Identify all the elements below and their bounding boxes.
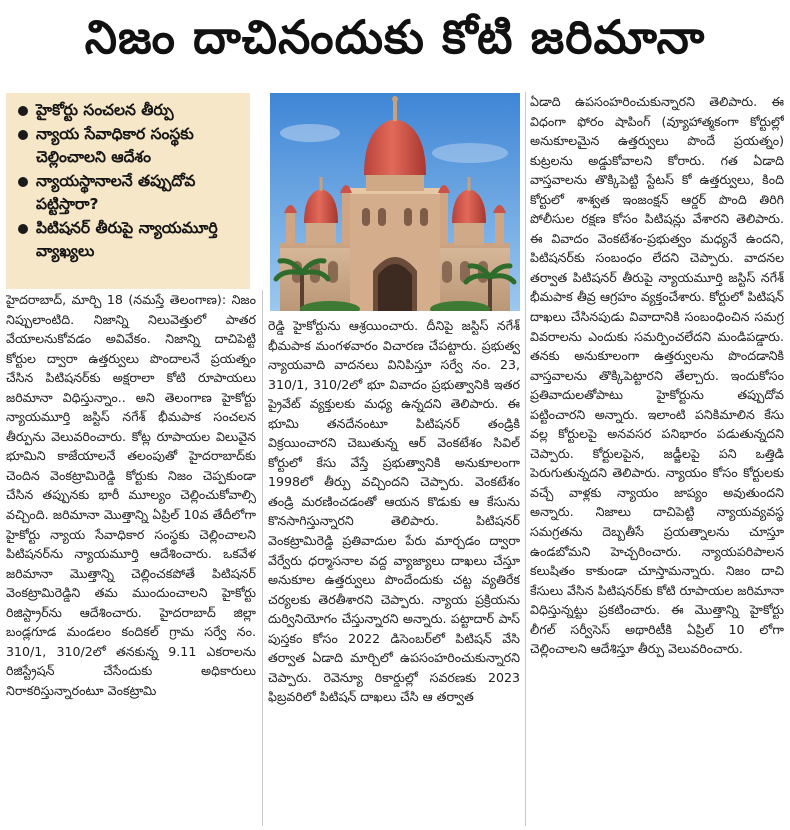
article-column-2 [268, 316, 520, 826]
highlight-item: న్యాయస్థానాలనే తప్పుదోవ పట్టిస్తారా? [14, 170, 242, 217]
highlights-box [6, 93, 250, 289]
article-column-3 [530, 92, 784, 826]
headline: నిజం దాచినందుకు కోటి జరిమానా [84, 10, 706, 64]
article-text: హైదరాబాద్, మార్చి 18 (నమస్తే తెలంగాణ): నిజం నిప్పులాంటిది. నిజాన్ని నిలువెత్తులో పాతర వేయాలనుకోవడం అవివేకం. నిజాన్ని దాచిపెట్టి కోర్టుల ద్వారా ఉత్తర్వులు పొందాలనే ప్రయత్నం చేసిన పిటిషనర్‌కు అక్షరాలా కోటి రూపాయలు జరిమానా విధిస్తున్నాం.. అని తెలంగాణ హైకోర్టు న్యాయమూర్తి జస్టిస్ నగేశ్ భీమపాక సంచలన తీర్పును వెలువరించారు. కోట్ల రూపాయల విలువైన భూమిని కాజేయాలనే తలంపుతో హైదరాబాద్‌కు చెందిన వెంకట్రామిరెడ్డి కోర్టుకు నిజం చెప్పకుండా చేసిన తప్పునకు భారీ మూల్యం చెల్లించుకోవాల్సి వచ్చింది. జరిమానా మొత్తాన్ని ఏప్రిల్ 10వ తేదీలోగా హైకోర్టు న్యాయ సేవాధికార సంస్థకు చెల్లించాలని పిటిషనర్‌ను న్యాయమూర్తి ఆదేశించారు. ఒకవేళ జరిమానా మొత్తాన్ని చెల్లించకపోతే పిటిషనర్ వెంకట్రామిరెడ్డిని తమ ముందుంచాలని హైకోర్టు రిజిస్ట్రార్‌ను ఆదేశించారు. హైదరాబాద్ జిల్లా బండ్లగూడ మండలం కందికల్ గ్రామ సర్వే నం. 310/1, 310/2లో తనకున్న 9.11 ఎకరాలను రిజిస్ట్రేషన్ చేసేందుకు అధికారులు నిరాకరిస్తున్నారంటూ వెంకట్రామి [6, 292, 256, 698]
column-divider [525, 92, 526, 826]
article-text: రెడ్డి హైకోర్టును ఆశ్రయించారు. దీనిపై జస్టిస్ నగేశ్ భీమపాక మంగళవారం విచారణ చేపట్టారు. ప్రభుత్వ న్యాయవాది వాదనలు వినిపిస్తూ సర్వే నం. 23, 310/1, 310/2లో భూ వివాదం ప్రభుత్వానికి ఇతర ప్రైవేట్ వ్యక్తులకు మధ్య ఉన్నదని తెలిపారు. ఈ భూమి తనదేనంటూ పిటిషనర్ తండ్రికి విక్రయించారని చెబుతున్న ఆర్ వెంకటేశం సివిల్ కోర్టులో కేసు వేస్తే ప్రభుత్వానికి అనుకూలంగా 1998లో తీర్పు వచ్చిందని చెప్పారు. వెంకటేశం తండ్రి మరణించడంతో ఆయన కొడుకు ఆ కేసును కొనసాగిస్తున్నారని తెలిపారు. పిటిషనర్ వెంకట్రామిరెడ్డి ప్రతివాదుల పేరు మార్చడం ద్వారా వేర్వేరు ధర్మాసనాల వద్ద వ్యాజ్యాలు దాఖలు చేస్తూ అనుకూల ఉత్తర్వులు పొందేందుకు చట్ట వ్యతిరేక చర్యలకు తెరతీశారని చెప్పారు. న్యాయ ప్రక్రియను దుర్వినియోగం చేస్తున్నారని అన్నారు. పట్టాదార్ పాస్ పుస్తకం కోసం 2022 డిసెంబర్‌లో పిటిషన్ వేసి తర్వాత ఏడాది మార్చిలో ఉపసంహరించుకున్నారని చెప్పారు. రెవెన్యూ రికార్డుల్లో సవరణకు 2023 ఫిబ్రవరిలో పిటిషన్ దాఖలు చేసి ఆ తర్వాత [268, 318, 520, 705]
high-court-photo [270, 93, 520, 311]
highlight-item: హైకోర్టు సంచలన తీర్పు [14, 99, 242, 123]
article-column-1 [6, 290, 256, 826]
highlight-item: పిటిషనర్ తీరుపై న్యాయమూర్తి వ్యాఖ్యలు [14, 217, 242, 264]
highlights-list [14, 99, 242, 264]
highlight-item: న్యాయ సేవాధికార సంస్థకు చెల్లించాలని ఆదేశం [14, 123, 242, 170]
column-divider [262, 290, 263, 826]
article-text: ఏడాది ఉపసంహరించుకున్నారని తెలిపారు. ఈ విధంగా ఫోరం షాపింగ్ (వ్యూహాత్మకంగా కోర్టుల్లో అనుకూలమైన ఉత్తర్వులు పొందే ప్రయత్నం) కుట్రలను అడ్డుకోవాలని కోరారు. గత ఏడాది వాస్తవాలను తొక్కిపెట్టి స్టేటస్ కో ఉత్తర్వులు, కింది కోర్టులో శాశ్వత ఇంజంక్షన్ ఆర్డర్ పొంది తిరిగి పోలీసుల రక్షణ కోసం పిటిషన్లు వేశారని తెలిపారు. ఈ వివాదం వెంకటేశం-ప్రభుత్వం మధ్యనే ఉందని, పిటిషనర్‌కు సంబంధం లేదని చెప్పారు. వాదనల తర్వాత పిటిషనర్ తీరుపై న్యాయమూర్తి జస్టిస్ నగేశ్ భీమపాక తీవ్ర ఆగ్రహం వ్యక్తంచేశారు. కోర్టులో పిటిషన్ దాఖలు చేసినపుడు వివాదానికి సంబంధించిన సమగ్ర వివరాలను ఎందుకు సమర్పించలేదని మండిపడ్డారు. తనకు అనుకూలంగా ఉత్తర్వులను పొందడానికి వాస్తవాలను తొక్కిపెట్టారని తేల్చారు. ఇందుకోసం ప్రతివాదులతోపాటు హైకోర్టును తప్పుదోవ పట్టించారని అన్నారు. ఇలాంటి పనికిమాలిన కేసు వల్ల కోర్టులపై అనవసర పనిభారం పడుతున్నదని చెప్పారు. కోర్టులపైన, జడ్జీలపై పని ఒత్తిడి పెరుగుతున్నదని తెలిపారు. న్యాయం కోసం కోర్టులకు వచ్చే వాళ్లకు న్యాయం జాప్యం అవుతుందని అన్నారు. నిజాలు దాచిపెట్టి న్యాయవ్యవస్థ సమగ్రతను దెబ్బతీసే ప్రయత్నాలను చూస్తూ ఉండబోమని హెచ్చరించారు. న్యాయపరిపాలన కలుషితం కాకుండా చూస్తామన్నారు. నిజం దాచి కేసులు వేసిన పిటిషనర్‌కు కోటి రూపాయల జరిమానా విధిస్తున్నట్టు ప్రకటించారు. ఈ మొత్తాన్ని హైకోర్టు లీగల్ సర్వీసెస్ అథారిటీకి ఏప్రిల్ 10 లోగా చెల్లించాలని ఆదేశిస్తూ తీర్పు వెలువరించారు. [530, 94, 784, 657]
